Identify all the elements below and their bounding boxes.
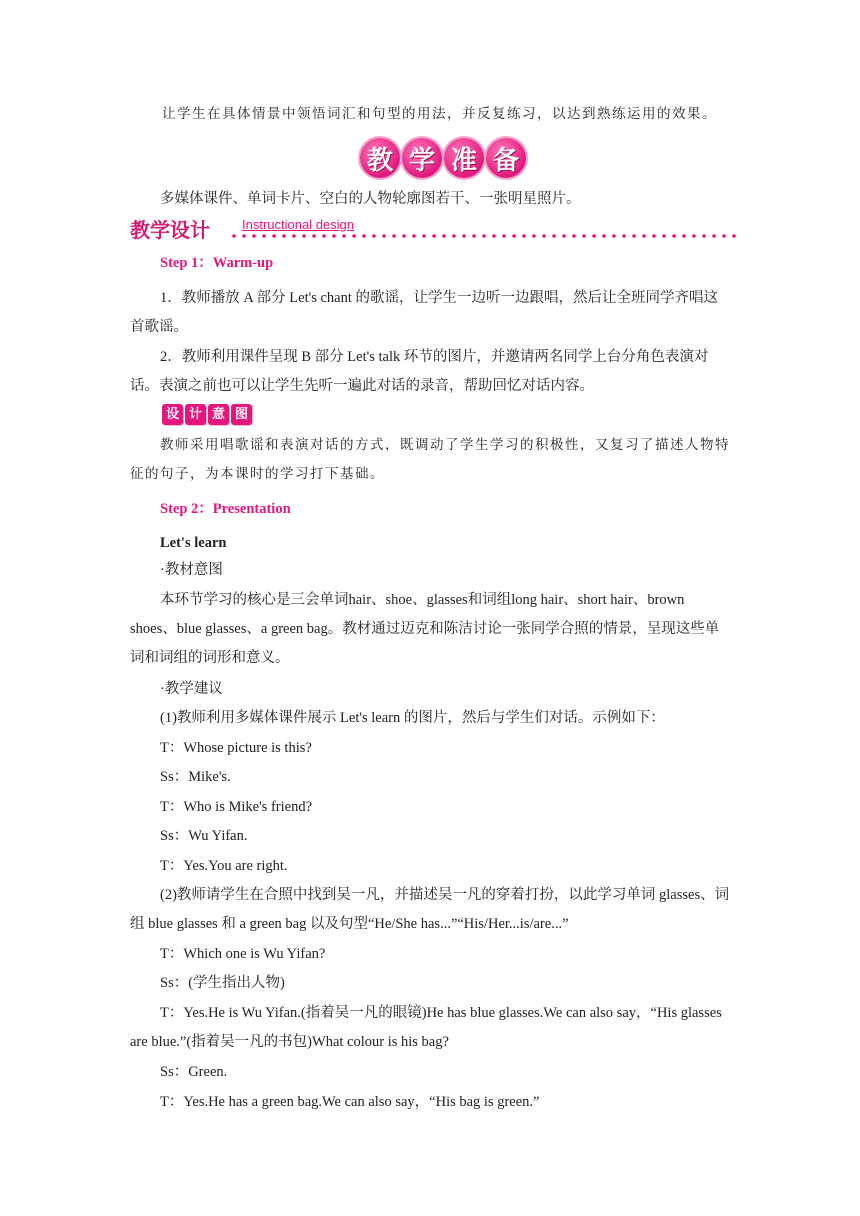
dialog-line: T：Whose picture is this? <box>160 740 312 756</box>
step1-heading: Step 1：Warm-up <box>160 255 274 271</box>
intent-tag-char: 意 <box>208 404 229 425</box>
prep-banner-char: 学 <box>402 138 442 178</box>
dialog-line: Ss：Mike's. <box>160 769 231 785</box>
advice-1: (1)教师利用多媒体课件展示 Let's learn 的图片，然后与学生们对话。示例如下： <box>160 710 665 726</box>
dotted-rule <box>229 232 741 240</box>
step1-paragraph-2: 2．教师利用课件呈现 B 部分 Let's talk 环节的图片，并邀请两名同学上台分角色表演对话。表演之前也可以让学生先听一遍此对话的录音，帮助回忆对话内容。 <box>130 349 709 394</box>
dialog-line: T：Yes.He is Wu Yifan.(指着吴一凡的眼镜)He has blue glasses.We can also say，“His glasses are blue.”(指着吴一凡的书包)What colour is his bag? <box>130 1005 722 1050</box>
dialog-line: Ss：Wu Yifan. <box>160 828 248 844</box>
dialog-line: T：Yes.You are right. <box>160 858 288 874</box>
material-text: 本环节学习的核心是三会单词hair、shoe、glasses和词组long hair、short hair、brown shoes、blue glasses、a green bag。教材通过迈克和陈洁讨论一张同学合照的情景，呈现这些单词和词组的词形和意义。 <box>130 592 720 666</box>
intent-text: 教师采用唱歌谣和表演对话的方式，既调动了学生学习的积极性，又复习了描述人物特征的句子，为本课时的学习打下基础。 <box>130 437 730 482</box>
prep-banner-char: 准 <box>444 138 484 178</box>
design-subtitle: Instructional design <box>242 217 355 232</box>
advice-label: ·教学建议 <box>160 681 223 697</box>
dialog-line: T：Who is Mike's friend? <box>160 799 313 815</box>
dialog-line: T：Which one is Wu Yifan? <box>160 946 326 962</box>
dialog-line: Ss：(学生指出人物) <box>160 975 285 991</box>
prep-banner-char: 教 <box>360 138 400 178</box>
intro-line: 让学生在具体情景中领悟词汇和句型的用法，并反复练习，以达到熟练运用的效果。 <box>162 106 717 122</box>
prep-banner-char: 备 <box>486 138 526 178</box>
intent-tag-char: 图 <box>231 404 252 425</box>
prep-text: 多媒体课件、单词卡片、空白的人物轮廓图若干、一张明星照片。 <box>160 191 581 207</box>
material-label: ·教材意图 <box>160 562 223 578</box>
prep-banner <box>360 138 528 180</box>
step1-paragraph-1: 1．教师播放 A 部分 Let's chant 的歌谣，让学生一边听一边跟唱，然后让全班同学齐唱这首歌谣。 <box>130 290 719 335</box>
intent-tag-char: 设 <box>162 404 183 425</box>
intent-tag <box>162 404 252 425</box>
intent-tag-char: 计 <box>185 404 206 425</box>
design-title: 教学设计 <box>130 218 210 242</box>
dialog-line: Ss：Green. <box>160 1064 228 1080</box>
dialog-line: T：Yes.He has a green bag.We can also say，“His bag is green.” <box>160 1094 540 1110</box>
advice-2: (2)教师请学生在合照中找到吴一凡，并描述吴一凡的穿着打扮，以此学习单词 glasses、词组 blue glasses 和 a green bag 以及句型“He/She has...”“His/Her...is/are...” <box>130 887 730 932</box>
step2-heading: Step 2：Presentation <box>160 501 291 517</box>
lets-learn-heading: Let's learn <box>160 535 227 551</box>
